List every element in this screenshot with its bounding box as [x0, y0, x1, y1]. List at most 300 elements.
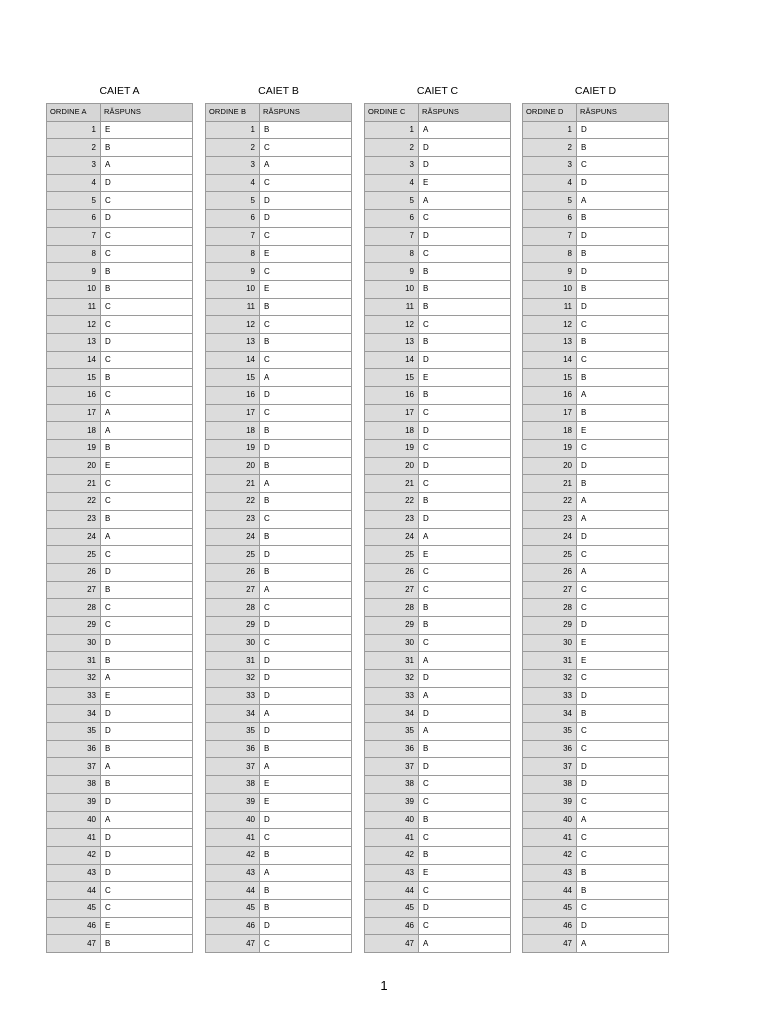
answer-letter: B [101, 776, 193, 794]
question-number: 21 [206, 475, 260, 493]
question-number: 33 [206, 687, 260, 705]
answer-letter: B [260, 457, 352, 475]
table-row [523, 316, 669, 334]
answer-letter: B [260, 298, 352, 316]
sheet-caiet-c [364, 84, 511, 953]
table-row [47, 846, 193, 864]
table-row [523, 758, 669, 776]
question-number: 23 [365, 510, 419, 528]
table-row [206, 528, 352, 546]
answer-letter: C [101, 616, 193, 634]
table-row [523, 917, 669, 935]
table-row [523, 333, 669, 351]
table-row [47, 740, 193, 758]
question-number: 30 [47, 634, 101, 652]
question-number: 19 [47, 440, 101, 458]
table-row [365, 793, 511, 811]
table-row [47, 351, 193, 369]
table-row [206, 616, 352, 634]
table-row [206, 846, 352, 864]
answer-letter: A [260, 758, 352, 776]
answer-letter: C [419, 475, 511, 493]
table-row [206, 740, 352, 758]
answer-letter: D [260, 687, 352, 705]
answer-letter: C [577, 723, 669, 741]
question-number: 4 [523, 174, 577, 192]
table-row [365, 351, 511, 369]
answer-letter: A [419, 687, 511, 705]
question-number: 41 [47, 829, 101, 847]
answer-letter: D [419, 899, 511, 917]
answer-letter: C [419, 793, 511, 811]
answer-letter: B [577, 210, 669, 228]
answer-letter: A [577, 510, 669, 528]
question-number: 17 [365, 404, 419, 422]
question-number: 3 [47, 157, 101, 175]
answer-letter: B [101, 263, 193, 281]
question-number: 36 [523, 740, 577, 758]
answer-table [205, 103, 352, 953]
table-row [206, 263, 352, 281]
question-number: 31 [365, 652, 419, 670]
table-row [47, 634, 193, 652]
answer-letter: D [101, 174, 193, 192]
answer-letter: E [260, 280, 352, 298]
question-number: 10 [365, 280, 419, 298]
answer-letter: C [260, 139, 352, 157]
table-row [206, 157, 352, 175]
answer-letter: D [260, 387, 352, 405]
question-number: 6 [206, 210, 260, 228]
answer-letter: B [260, 333, 352, 351]
question-number: 46 [365, 917, 419, 935]
table-row [365, 440, 511, 458]
answer-letter: D [260, 917, 352, 935]
table-row [365, 917, 511, 935]
question-number: 12 [365, 316, 419, 334]
question-number: 20 [206, 457, 260, 475]
sheet-caiet-d [522, 84, 669, 953]
table-row [365, 723, 511, 741]
question-number: 2 [365, 139, 419, 157]
table-row [523, 440, 669, 458]
table-row [47, 157, 193, 175]
table-row [365, 263, 511, 281]
question-number: 11 [47, 298, 101, 316]
answer-letter: D [101, 723, 193, 741]
table-row [365, 475, 511, 493]
answer-letter: D [577, 263, 669, 281]
question-number: 1 [206, 121, 260, 139]
answer-letter: B [419, 493, 511, 511]
question-number: 12 [523, 316, 577, 334]
answer-letter: A [419, 652, 511, 670]
table-row [365, 174, 511, 192]
answer-letter: A [101, 422, 193, 440]
table-row [365, 740, 511, 758]
question-number: 25 [206, 546, 260, 564]
table-row [47, 616, 193, 634]
table-row [206, 174, 352, 192]
table-row [206, 510, 352, 528]
answer-letter: C [260, 174, 352, 192]
answer-letter: B [419, 298, 511, 316]
answer-letter: C [419, 563, 511, 581]
question-number: 15 [47, 369, 101, 387]
table-row [365, 457, 511, 475]
question-number: 22 [523, 493, 577, 511]
table-row [365, 935, 511, 953]
question-number: 32 [206, 670, 260, 688]
table-row [523, 935, 669, 953]
table-row [365, 493, 511, 511]
table-row [523, 882, 669, 900]
table-row [523, 457, 669, 475]
question-number: 9 [365, 263, 419, 281]
table-row [206, 298, 352, 316]
question-number: 35 [47, 723, 101, 741]
table-row [523, 687, 669, 705]
answer-letter: A [260, 864, 352, 882]
table-row [206, 758, 352, 776]
table-row [365, 546, 511, 564]
question-number: 20 [47, 457, 101, 475]
question-number: 18 [365, 422, 419, 440]
answer-letter: B [577, 705, 669, 723]
table-row [365, 528, 511, 546]
question-number: 16 [523, 387, 577, 405]
question-number: 40 [523, 811, 577, 829]
question-number: 34 [365, 705, 419, 723]
answer-letter: C [260, 351, 352, 369]
question-number: 28 [365, 599, 419, 617]
table-row [47, 776, 193, 794]
answer-letter: C [419, 404, 511, 422]
table-row [206, 351, 352, 369]
answer-letter: A [419, 723, 511, 741]
question-number: 2 [206, 139, 260, 157]
question-number: 43 [523, 864, 577, 882]
answer-letter: B [577, 280, 669, 298]
answer-letter: B [577, 333, 669, 351]
answer-letter: D [577, 298, 669, 316]
answer-letter: C [101, 599, 193, 617]
table-row [206, 457, 352, 475]
answer-letter: D [419, 670, 511, 688]
question-number: 20 [365, 457, 419, 475]
table-row [47, 687, 193, 705]
table-row [523, 811, 669, 829]
answer-letter: C [260, 316, 352, 334]
table-row [47, 652, 193, 670]
table-row [523, 227, 669, 245]
question-number: 29 [47, 616, 101, 634]
question-number: 32 [365, 670, 419, 688]
answer-letter: E [260, 245, 352, 263]
question-number: 8 [47, 245, 101, 263]
question-number: 38 [47, 776, 101, 794]
answer-letter: D [101, 829, 193, 847]
answer-letter: E [101, 457, 193, 475]
col-header-order: ORDINE D [523, 104, 577, 122]
question-number: 6 [365, 210, 419, 228]
table-row [206, 369, 352, 387]
answer-letter: A [260, 581, 352, 599]
answer-letter: B [577, 864, 669, 882]
answer-letter: E [419, 174, 511, 192]
answer-letter: D [577, 457, 669, 475]
question-number: 13 [206, 333, 260, 351]
answer-letter: D [577, 687, 669, 705]
question-number: 36 [206, 740, 260, 758]
question-number: 35 [365, 723, 419, 741]
question-number: 33 [523, 687, 577, 705]
answer-letter: B [260, 846, 352, 864]
table-row [47, 192, 193, 210]
answer-letter: A [577, 563, 669, 581]
question-number: 27 [365, 581, 419, 599]
answer-letter: C [260, 599, 352, 617]
answer-letter: B [419, 599, 511, 617]
question-number: 22 [365, 493, 419, 511]
question-number: 19 [206, 440, 260, 458]
answer-letter: C [577, 740, 669, 758]
answer-letter: A [577, 387, 669, 405]
table-row [47, 510, 193, 528]
table-row [206, 687, 352, 705]
answer-letter: B [419, 333, 511, 351]
table-row [47, 280, 193, 298]
question-number: 25 [47, 546, 101, 564]
question-number: 24 [47, 528, 101, 546]
question-number: 8 [523, 245, 577, 263]
question-number: 4 [206, 174, 260, 192]
table-row [365, 846, 511, 864]
question-number: 40 [47, 811, 101, 829]
table-row [47, 174, 193, 192]
table-row [47, 563, 193, 581]
table-row [523, 581, 669, 599]
question-number: 36 [47, 740, 101, 758]
question-number: 26 [47, 563, 101, 581]
question-number: 44 [206, 882, 260, 900]
question-number: 34 [47, 705, 101, 723]
table-row [47, 705, 193, 723]
table-row [523, 563, 669, 581]
answer-letter: C [577, 829, 669, 847]
answer-letter: A [260, 475, 352, 493]
question-number: 6 [523, 210, 577, 228]
question-number: 3 [206, 157, 260, 175]
table-row [47, 829, 193, 847]
question-number: 24 [365, 528, 419, 546]
question-number: 26 [365, 563, 419, 581]
question-number: 31 [206, 652, 260, 670]
answer-letter: A [101, 758, 193, 776]
answer-letter: C [577, 899, 669, 917]
answer-letter: A [260, 369, 352, 387]
table-row [206, 776, 352, 794]
table-row [365, 687, 511, 705]
question-number: 5 [47, 192, 101, 210]
question-number: 29 [206, 616, 260, 634]
answer-letter: C [419, 917, 511, 935]
answer-letter: A [577, 493, 669, 511]
question-number: 14 [523, 351, 577, 369]
table-row [523, 422, 669, 440]
table-row [365, 387, 511, 405]
table-row [206, 793, 352, 811]
sheet-title: CAIET A [99, 85, 140, 97]
table-row [365, 245, 511, 263]
question-number: 19 [523, 440, 577, 458]
question-number: 10 [206, 280, 260, 298]
question-number: 17 [523, 404, 577, 422]
question-number: 41 [523, 829, 577, 847]
table-row [47, 440, 193, 458]
answer-letter: C [419, 882, 511, 900]
answer-letter: D [260, 670, 352, 688]
question-number: 36 [365, 740, 419, 758]
table-row [206, 139, 352, 157]
question-number: 43 [47, 864, 101, 882]
answer-letter: C [419, 634, 511, 652]
question-number: 1 [47, 121, 101, 139]
table-row [523, 174, 669, 192]
question-number: 44 [47, 882, 101, 900]
answer-letter: D [577, 121, 669, 139]
answer-letter: E [577, 652, 669, 670]
answer-table [364, 103, 511, 953]
table-row [47, 670, 193, 688]
table-row [47, 546, 193, 564]
question-number: 26 [206, 563, 260, 581]
table-row [523, 263, 669, 281]
table-row [206, 493, 352, 511]
table-row [47, 298, 193, 316]
answer-letter: B [577, 475, 669, 493]
table-row [47, 333, 193, 351]
answer-letter: C [260, 935, 352, 953]
question-number: 8 [206, 245, 260, 263]
table-row [365, 404, 511, 422]
table-row [523, 546, 669, 564]
question-number: 11 [523, 298, 577, 316]
table-row [365, 510, 511, 528]
table-row [47, 758, 193, 776]
answer-letter: D [419, 422, 511, 440]
question-number: 46 [206, 917, 260, 935]
question-number: 43 [365, 864, 419, 882]
question-number: 44 [365, 882, 419, 900]
table-row [47, 899, 193, 917]
answer-letter: E [260, 793, 352, 811]
answer-letter: B [101, 280, 193, 298]
table-row [365, 652, 511, 670]
answer-letter: C [419, 316, 511, 334]
answer-letter: D [419, 227, 511, 245]
answer-letter: C [577, 316, 669, 334]
answer-letter: A [260, 157, 352, 175]
question-number: 27 [206, 581, 260, 599]
answer-letter: B [101, 369, 193, 387]
table-row [365, 369, 511, 387]
answer-letter: C [419, 440, 511, 458]
question-number: 24 [523, 528, 577, 546]
answer-letter: A [101, 528, 193, 546]
answer-letter: C [260, 510, 352, 528]
table-row [206, 563, 352, 581]
question-number: 33 [365, 687, 419, 705]
question-number: 37 [523, 758, 577, 776]
question-number: 18 [523, 422, 577, 440]
table-row [523, 864, 669, 882]
answer-letter: C [101, 493, 193, 511]
answer-letter: C [101, 298, 193, 316]
table-row [47, 723, 193, 741]
table-row [523, 139, 669, 157]
table-row [523, 793, 669, 811]
table-row [365, 563, 511, 581]
table-row [206, 280, 352, 298]
question-number: 28 [523, 599, 577, 617]
table-row [523, 157, 669, 175]
table-row [365, 192, 511, 210]
question-number: 21 [523, 475, 577, 493]
answer-letter: C [101, 387, 193, 405]
question-number: 34 [206, 705, 260, 723]
table-row [47, 493, 193, 511]
table-row [206, 387, 352, 405]
col-header-order: ORDINE A [47, 104, 101, 122]
table-row [365, 316, 511, 334]
answer-table [522, 103, 669, 953]
table-row [206, 404, 352, 422]
question-number: 3 [523, 157, 577, 175]
table-row [206, 882, 352, 900]
col-header-answer: RĂSPUNS [577, 104, 669, 122]
table-row [523, 634, 669, 652]
question-number: 17 [47, 404, 101, 422]
question-number: 1 [523, 121, 577, 139]
sheet-title: CAIET B [258, 85, 299, 97]
answer-letter: C [101, 899, 193, 917]
question-number: 29 [523, 616, 577, 634]
table-row [47, 263, 193, 281]
answer-letter: D [260, 723, 352, 741]
question-number: 42 [47, 846, 101, 864]
answer-letter: B [260, 882, 352, 900]
answer-letter: C [101, 227, 193, 245]
sheet-title: CAIET D [574, 85, 617, 97]
col-header-answer: RĂSPUNS [260, 104, 352, 122]
answer-letter: D [260, 546, 352, 564]
table-row [523, 846, 669, 864]
question-number: 2 [47, 139, 101, 157]
answer-letter: C [577, 351, 669, 369]
answer-letter: E [577, 422, 669, 440]
answer-letter: B [419, 740, 511, 758]
sheet-title: CAIET C [416, 85, 459, 97]
table-row [523, 192, 669, 210]
question-number: 25 [523, 546, 577, 564]
answer-letter: D [101, 864, 193, 882]
table-row [206, 899, 352, 917]
table-row [523, 899, 669, 917]
answer-letter: C [577, 546, 669, 564]
table-row [365, 157, 511, 175]
table-row [365, 333, 511, 351]
